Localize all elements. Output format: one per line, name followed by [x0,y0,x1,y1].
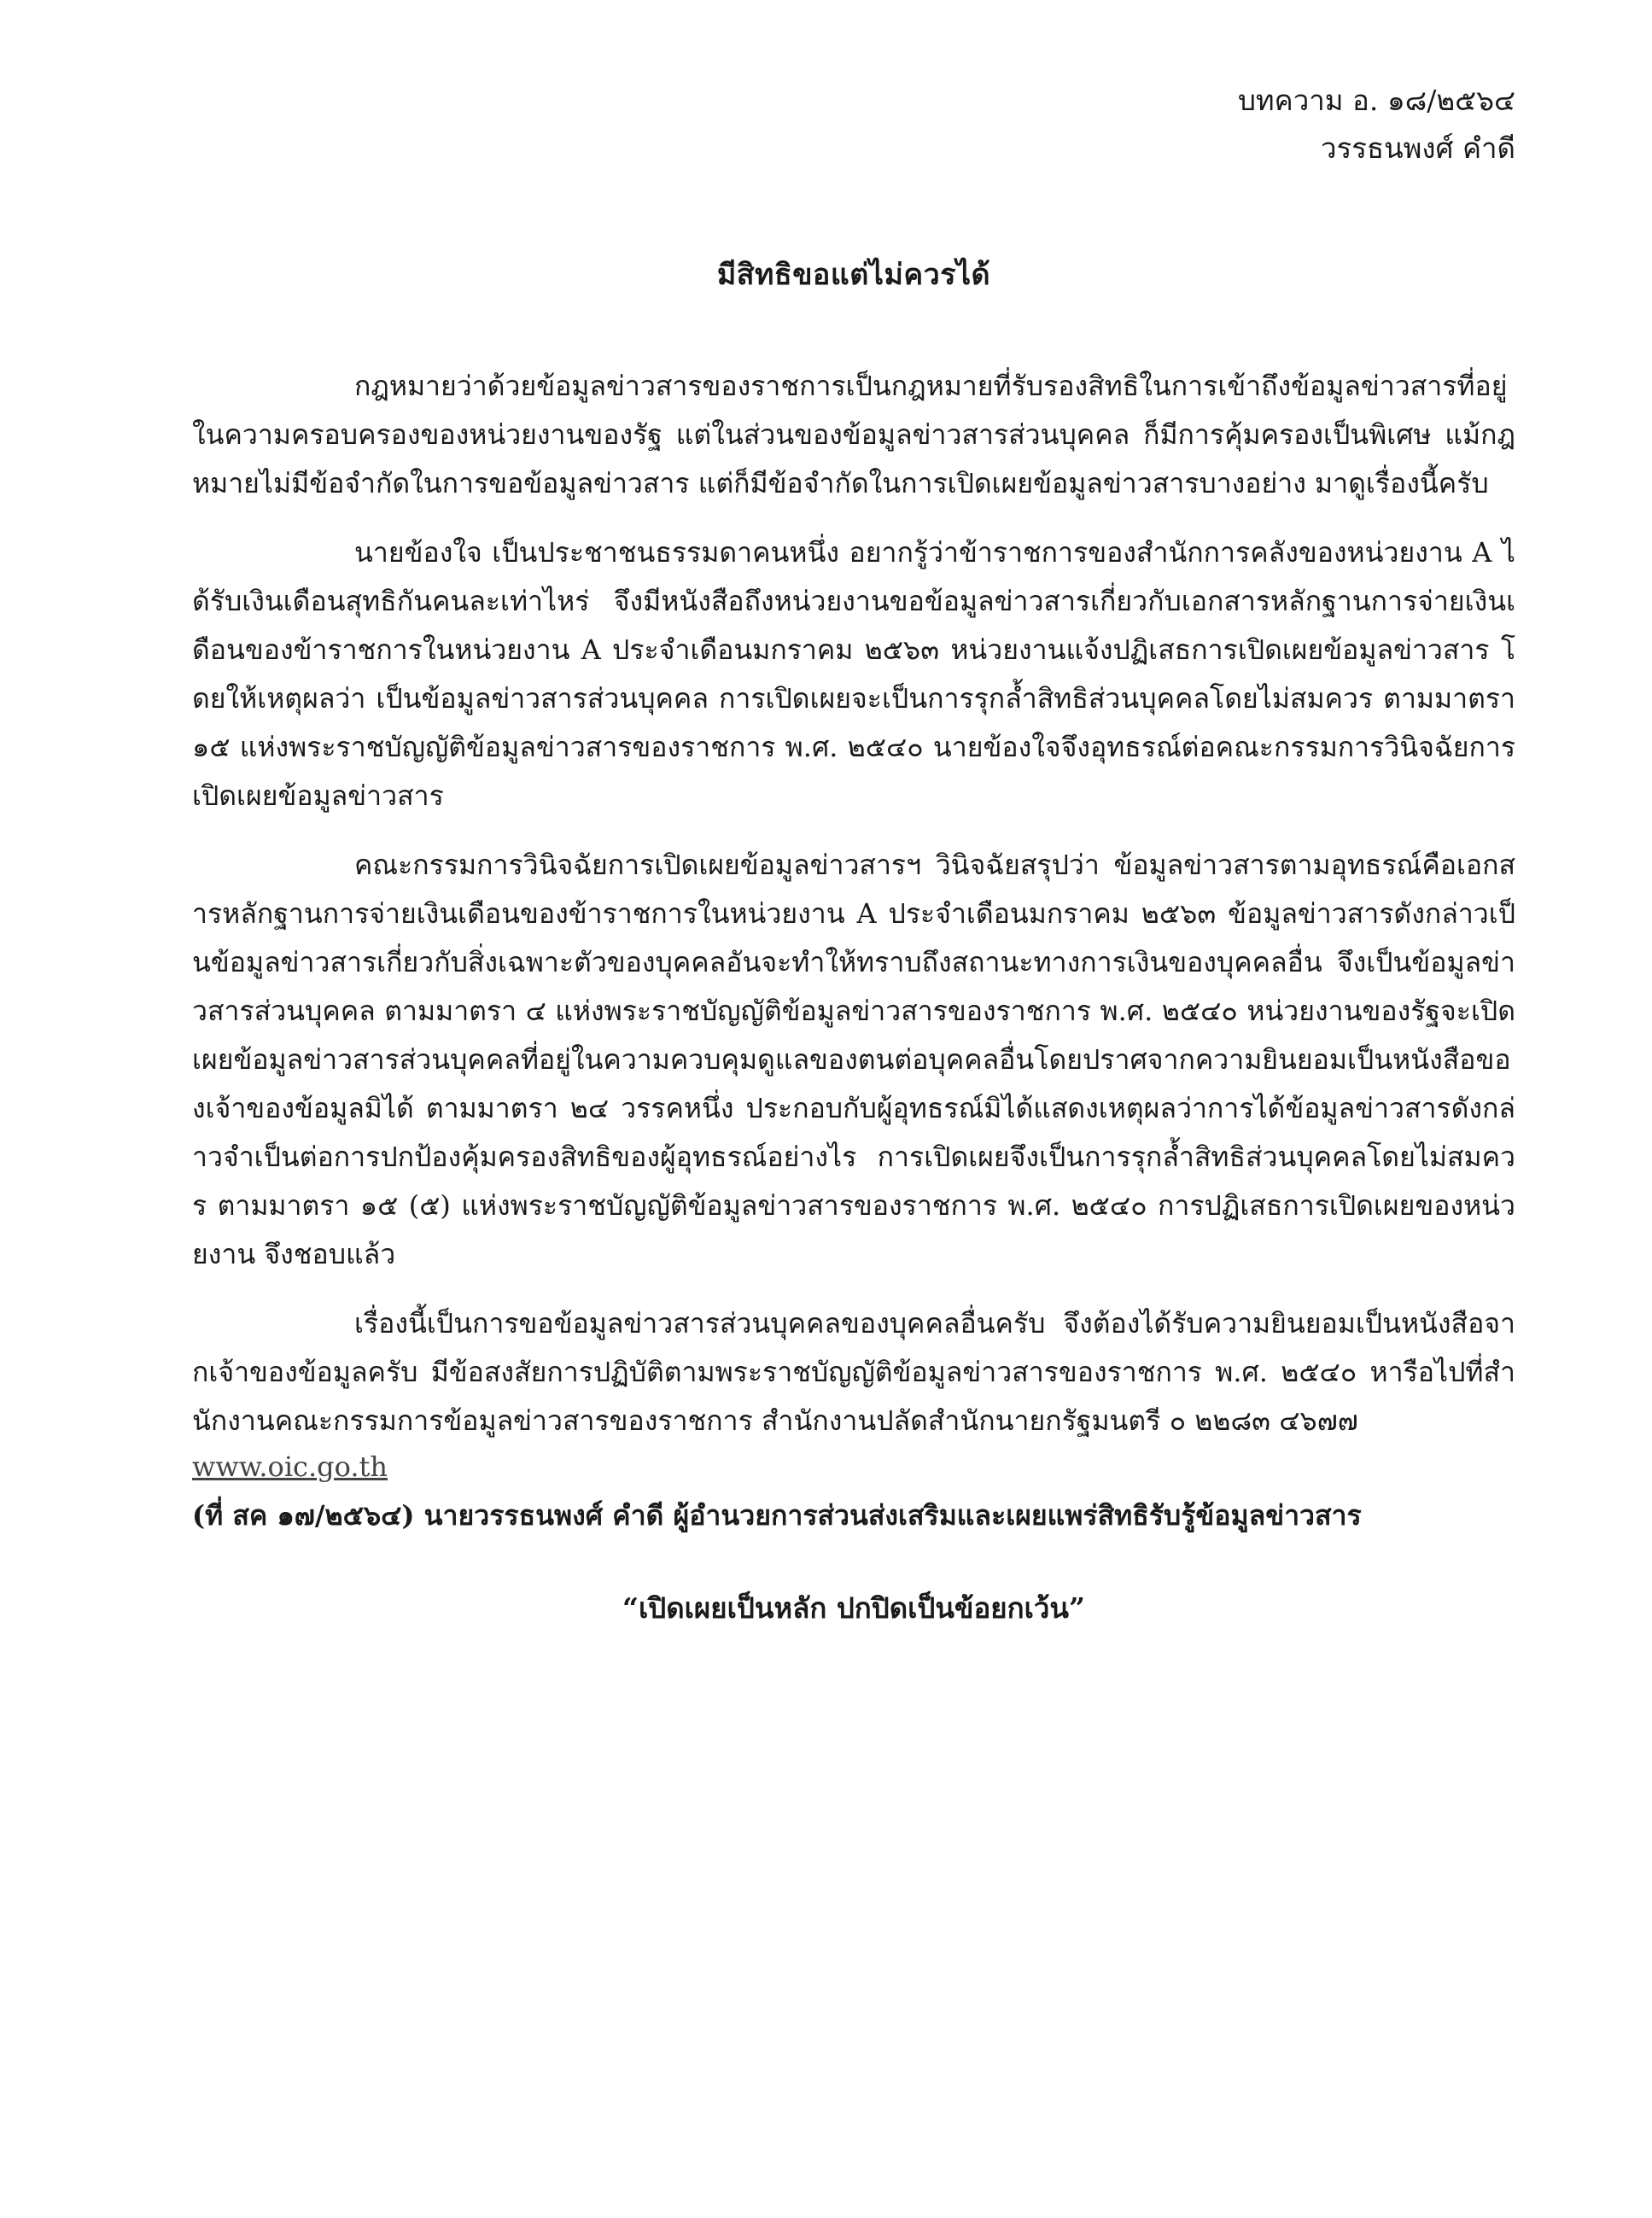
paragraph-ruling: คณะกรรมการวินิจฉัยการเปิดเผยข้อมูลข่าวสารฯ วินิจฉัยสรุปว่า ข้อมูลข่าวสารตามอุทธรณ์คือเอกสารหลักฐานการจ่ายเงินเดือนของข้าราชการในหน่วยงาน A ประจำเดือนมกราคม ๒๕๖๓ ข้อมูลข่าวสารดังกล่าวเป็นข้อมูลข่าวสารเกี่ยวกับสิ่งเฉพาะตัวของบุคคลอันจะทำให้ทราบถึงสถานะทางการเงินของบุคคลอื่น จึงเป็นข้อมูลข่าวสารส่วนบุคคล ตามมาตรา ๔ แห่งพระราชบัญญัติข้อมูลข่าวสารของราชการ พ.ศ. ๒๕๔๐ หน่วยงานของรัฐจะเปิดเผยข้อมูลข่าวสารส่วนบุคคลที่อยู่ในความควบคุมดูแลของตนต่อบุคคลอื่นโดยปราศจากความยินยอมเป็นหนังสือของเจ้าของข้อมูลมิได้ ตามมาตรา ๒๔ วรรคหนึ่ง ประกอบกับผู้อุทธรณ์มิได้แสดงเหตุผลว่าการได้ข้อมูลข่าวสารดังกล่าวจำเป็นต่อการปกป้องคุ้มครองสิทธิของผู้อุทธรณ์อย่างไร การเปิดเผยจึงเป็นการรุกล้ำสิทธิส่วนบุคคลโดยไม่สมควร ตามมาตรา ๑๕ (๕) แห่งพระราชบัญญัติข้อมูลข่าวสารของราชการ พ.ศ. ๒๕๔๐ การปฏิเสธการเปิดเผยของหน่วยงาน จึงชอบแล้ว [192,849,1516,1270]
paragraph-intro: กฎหมายว่าด้วยข้อมูลข่าวสารของราชการเป็นกฎหมายที่รับรองสิทธิในการเข้าถึงข้อมูลข่าวสารที่อยู่ในความครอบครองของหน่วยงานของรัฐ แต่ในส่วนของข้อมูลข่าวสารส่วนบุคคล ก็มีการคุ้มครองเป็นพิเศษ แม้กฎหมายไม่มีข้อจำกัดในการขอข้อมูลข่าวสาร แต่ก็มีข้อจำกัดในการเปิดเผยข้อมูลข่าวสารบางอย่าง มาดูเรื่องนี้ครับ [192,370,1515,499]
document-title: มีสิทธิขอแต่ไม่ควรได้ [716,258,991,292]
author-name: วรรธนพงศ์ คำดี [1320,131,1515,165]
paragraph-case: นายข้องใจ เป็นประชาชนธรรมดาคนหนึ่ง อยากรู้ว่าข้าราชการของสำนักการคลังของหน่วยงาน A ได้รับเงินเดือนสุทธิกันคนละเท่าไหร่ จึงมีหนังสือถึงหน่วยงานขอข้อมูลข่าวสารเกี่ยวกับเอกสารหลักฐานการจ่ายเงินเดือนของข้าราชการในหน่วยงาน A ประจำเดือนมกราคม ๒๕๖๓ หน่วยงานแจ้งปฏิเสธการเปิดเผยข้อมูลข่าวสาร โดยให้เหตุผลว่า เป็นข้อมูลข่าวสารส่วนบุคคล การเปิดเผยจะเป็นการรุกล้ำสิทธิส่วนบุคคลโดยไม่สมควร ตามมาตรา ๑๕ แห่งพระราชบัญญัติข้อมูลข่าวสารของราชการ พ.ศ. ๒๕๔๐ นายข้องใจจึงอุทธรณ์ต่อคณะกรรมการวินิจฉัยการเปิดเผยข้อมูลข่าวสาร [192,536,1515,812]
reference-line: (ที่ สค ๑๗/๒๕๖๔) นายวรรธนพงศ์ คำดี ผู้อำนวยการส่วนส่งเสริมและเผยแพร่สิทธิรับรู้ข้อมูลข่าวสาร [192,1499,1362,1532]
website-link[interactable]: www.oic.go.th [192,1450,388,1483]
slogan: “เปิดเผยเป็นหลัก ปกปิดเป็นข้อยกเว้น” [622,1591,1085,1625]
paragraph-conclusion: เรื่องนี้เป็นการขอข้อมูลข่าวสารส่วนบุคคลของบุคคลอื่นครับ จึงต้องได้รับความยินยอมเป็นหนังสือจากเจ้าของข้อมูลครับ มีข้อสงสัยการปฏิบัติตามพระราชบัญญัติข้อมูลข่าวสารของราชการ พ.ศ. ๒๕๔๐ หารือไปที่สำนักงานคณะกรรมการข้อมูลข่าวสารของราชการ สำนักงานปลัดสำนักนายกรัฐมนตรี ๐ ๒๒๘๓ ๔๖๗๗ [192,1307,1515,1437]
article-number: บทความ อ. ๑๘/๒๕๖๔ [1237,84,1515,117]
document-header [192,77,1515,172]
